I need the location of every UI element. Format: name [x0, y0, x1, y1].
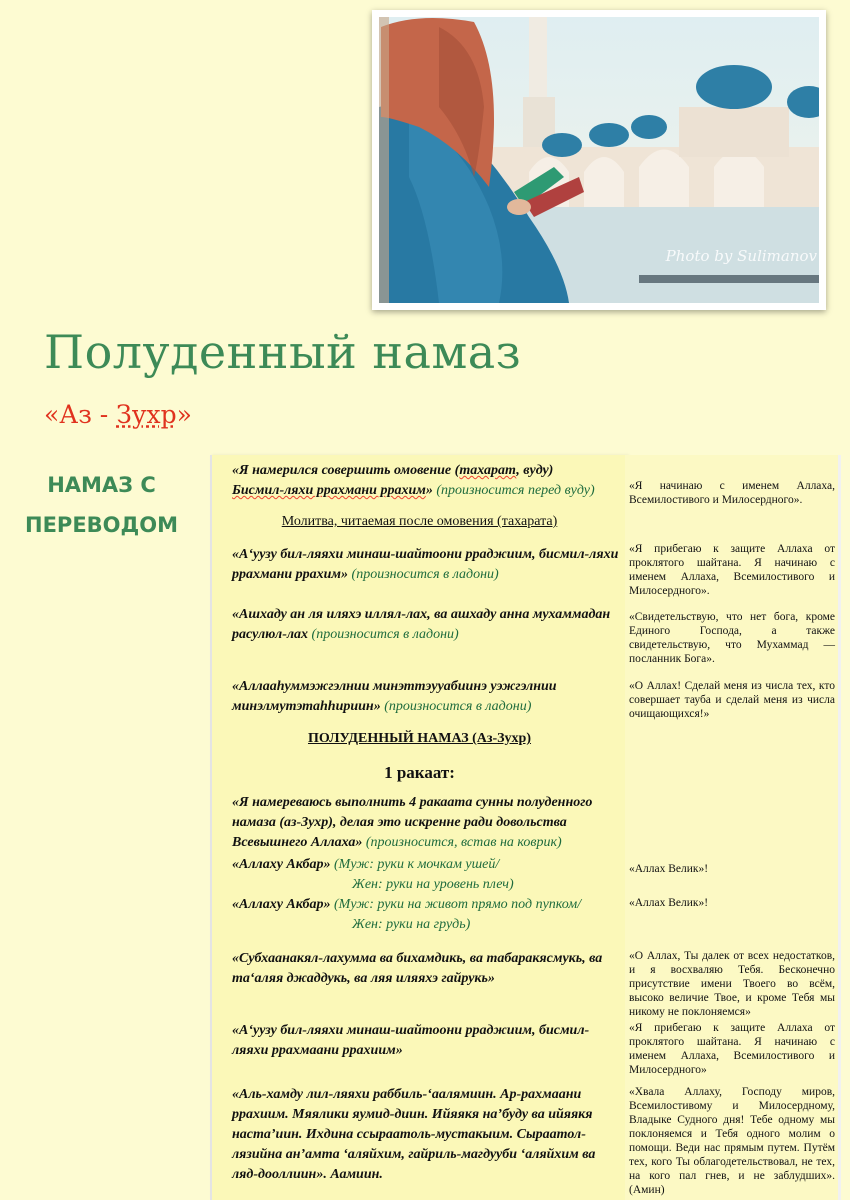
side-label	[14, 465, 189, 545]
translation-8: «Я прибегаю к защите Аллаха от проклятого шайтана. Я начинаю с именем Аллаха, Всемилостивого и Милосердного»	[629, 1022, 835, 1076]
rakat-heading: 1 ракаат:	[384, 763, 455, 782]
block-auzu-2: «А‘уузу бил-ляяхи минаш-шайтоони рраджиим, бисмил-ляяхи ррахмаани ррахиим»	[232, 1023, 590, 1058]
translation-column	[625, 455, 841, 1200]
translation-2: «Я прибегаю к защите Аллаха от проклятого шайтана. Я начинаю с именем Аллаха, Всемилостивого и Милосердного».	[629, 543, 835, 597]
section-heading-zuhr: ПОЛУДЕННЫЙ НАМАЗ (Аз-Зухр)	[307, 731, 532, 746]
page-title: Полуденный намаз	[44, 325, 522, 379]
block-shahada: «Ашхаду ан ля иляхэ иллял-лах, ва ашхаду анна мухаммадан расулюл-лах (произносится в ладони)	[232, 607, 611, 642]
translation-7: «О Аллах, Ты далек от всех недостатков, и я восхваляю Тебя. Бесконечно присутствие имени Твоего во всём, высоко величие Твое, и кроме Тебя мы никому не поклоняемся»	[629, 950, 835, 1018]
translation-1: «Я начинаю с именем Аллаха, Всемилостивого и Милосердного».	[629, 480, 835, 506]
subtitle-close: »	[176, 400, 192, 429]
block-fatiha: «Аль-хамду лил-ляяхи раббиль-‘аалямиин. Ар-рахмаани ррахиим. Мяялики яумид-диин. Ийяякя на’буду ва ийяякя наста’иин. Ихдина ссыраатоль-мустакыим. Сыраатол-лязийна ан’амта ‘аляйхим, гайриль-магдууби ‘аляйхим ва ляд-дооллиин». Аамиин.	[232, 1087, 596, 1182]
instruction-note: (произносится перед вуду)	[436, 483, 595, 498]
subtitle-open: «Аз -	[44, 400, 117, 429]
side-label-line1: НАМАЗ С	[47, 473, 156, 497]
page-subtitle	[44, 400, 192, 429]
block-intention-wudu: «Я намерился совершить омовение (тахарат, вуду) Бисмил-ляхи ррахмани ррахим» (произносится перед вуду)	[232, 463, 595, 498]
block-niyyah: «Я намереваюсь выполнить 4 ракаата сунны полуденного намаза (аз-Зухр), делая это искренне ради довольства Всевышнего Аллаха» (произносится, встав на коврик)	[232, 795, 593, 850]
side-label-line2: ПЕРЕВОДОМ	[25, 513, 178, 537]
instruction-note: (произносится, встав на коврик)	[365, 835, 562, 850]
block-takbir-1: «Аллаху Акбар» (Муж: руки к мочкам ушей/ Жен: руки на уровень плеч)	[232, 857, 514, 892]
translation-3: «Свидетельствую, что нет бога, кроме Единого Господа, а также свидетельствую, что Мухаммад — посланник Бога».	[629, 611, 835, 665]
photo-watermark: Photo by Sulimanov	[665, 247, 817, 265]
mosque-photo	[379, 17, 819, 303]
instruction-note: (произносится в ладони)	[311, 627, 459, 642]
section-heading-after-wudu: Молитва, читаемая после омовения (тахарата)	[281, 514, 558, 529]
instruction-note: (произносится в ладони)	[384, 699, 532, 714]
block-takbir-2: «Аллаху Акбар» (Муж: руки на живот прямо под пупком/ Жен: руки на грудь)	[232, 897, 582, 932]
block-auzu-1: «А‘уузу бил-ляяхи минаш-шайтоони рраджиим, бисмил-ляхи ррахмани ррахим» (произносится в ладони)	[232, 547, 619, 582]
translation-9: «Хвала Аллаху, Господу миров, Всемилостивому и Милосердному, Владыке Судного дня! Тебе одному мы поклоняемся и Тебя одного молим о помощи. Веди нас прямым путем. Путём тех, кого Ты облагодетельствовал, не тех, на кого пал гнев, и не заблудших». (Амин)	[629, 1086, 835, 1196]
header-photo-frame	[372, 10, 826, 310]
block-dua-tauba: «Аллааhуммэжгэлнии минэттэууабиинэ уэжгэлнии минэлмутэтаhhириин» (произносится в ладони)	[232, 679, 557, 714]
translation-5: «Аллах Велик»!	[629, 863, 709, 875]
translation-4: «О Аллах! Сделай меня из числа тех, кто совершает тауба и сделай меня из числа очищающихся!»	[629, 680, 835, 720]
subtitle-word: Зухр	[116, 400, 177, 429]
transliteration-column	[210, 455, 627, 1200]
translation-6: «Аллах Велик»!	[629, 897, 709, 909]
instruction-note: (произносится в ладони)	[351, 567, 499, 582]
block-subhanaka: «Субхаанакял-лахумма ва бихамдикь, ва табаракясмукь, ва та‘аляя джаддукь, ва ляя иляяхэ гайрукь»	[232, 951, 603, 986]
